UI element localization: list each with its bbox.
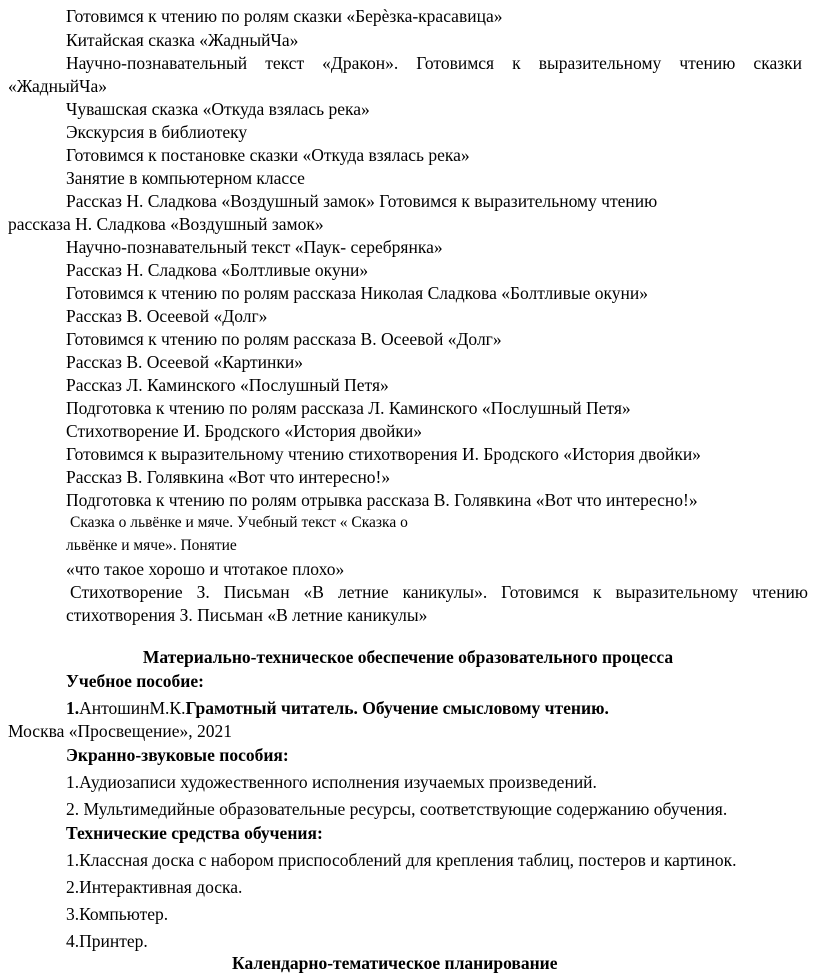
lesson-line: Подготовка к чтению по ролям рассказа Л. Каминского «Послушный Петя» [66,398,631,418]
calendar-heading: Календарно-тематическое планирование [232,953,558,973]
textbook-publisher: Москва «Просвещение», 2021 [8,721,233,741]
tech-heading: Технические средства обучения: [66,823,323,843]
textbook-heading: Учебное пособие: [66,671,204,691]
av-item: 2. Мультимедийные образовательные ресурсы, соответствующие содержанию обучения. [66,799,728,819]
textbook-author: АнтошинМ.К. [79,698,186,718]
av-item: 1.Аудиозаписи художественного исполнения изучаемых произведений. [66,772,597,792]
lesson-line: Рассказ Н. Сладкова «Воздушный замок» Готовимся к выразительному чтению [66,191,658,211]
lesson-line: Рассказ Н. Сладкова «Болтливые окуни» [66,260,369,280]
lesson-line: «что такое хорошо и чтотакое плохо» [66,559,345,579]
lesson-line: Готовимся к чтению по ролям рассказа В. Осеевой «Долг» [66,329,502,349]
lesson-line: Научно-познавательный текст «Паук- серебрянка» [66,237,443,257]
lesson-line: Занятие в компьютерном классе [66,168,305,188]
lesson-line: Готовимся к чтению по ролям рассказа Николая Сладкова «Болтливые окуни» [66,283,648,303]
lesson-line: Научно-познавательный текст «Дракон». Готовимся к выразительному чтению сказки [66,53,802,73]
lesson-line: Готовимся к постановке сказки «Откуда взялась река» [66,145,470,165]
lesson-line: «ЖадныйЧа» [8,76,108,96]
tech-item: 3.Компьютер. [66,904,169,924]
lesson-line: Стихотворение И. Бродского «История двойки» [66,421,422,441]
av-heading: Экранно-звуковые пособия: [66,745,289,765]
lesson-line: Китайская сказка «ЖадныйЧа» [66,30,299,50]
lesson-line: Рассказ Л. Каминского «Послушный Петя» [66,375,389,395]
lesson-line: Подготовка к чтению по ролям отрывка рассказа В. Голявкина «Вот что интересно!» [66,490,698,510]
textbook-entry [66,697,609,719]
lesson-line: Сказка о львёнке и мяче. Учебный текст « Сказка о [70,514,408,531]
lesson-line: Экскурсия в библиотеку [66,122,248,142]
lesson-line: Рассказ В. Голявкина «Вот что интересно!» [66,467,391,487]
lesson-line: стихотворения З. Письман «В летние каникулы» [66,605,428,625]
tech-item: 1.Классная доска с набором приспособлений для крепления таблиц, постеров и картинок. [66,850,737,870]
textbook-number: 1. [66,698,80,718]
lesson-line: львёнке и мяче». Понятие [66,537,237,554]
lesson-line: рассказа Н. Сладкова «Воздушный замок» [8,214,324,234]
lesson-line: Готовимся к чтению по ролям сказки «Берѐзка-красавица» [66,6,503,26]
lesson-line: Чувашская сказка «Откуда взялась река» [66,99,370,119]
textbook-title: Грамотный читатель. Обучение смысловому чтению. [185,698,609,718]
lesson-line: Рассказ В. Осеевой «Картинки» [66,352,304,372]
tech-item: 4.Принтер. [66,931,148,951]
section-heading: Материально-техническое обеспечение образовательного процесса [142,647,674,667]
lesson-line: Готовимся к выразительному чтению стихотворения И. Бродского «История двойки» [66,444,701,464]
tech-item: 2.Интерактивная доска. [66,877,243,897]
lesson-line: Стихотворение З. Письман «В летние каникулы». Готовимся к выразительному чтению [70,582,808,602]
lesson-line: Рассказ В. Осеевой «Долг» [66,306,268,326]
